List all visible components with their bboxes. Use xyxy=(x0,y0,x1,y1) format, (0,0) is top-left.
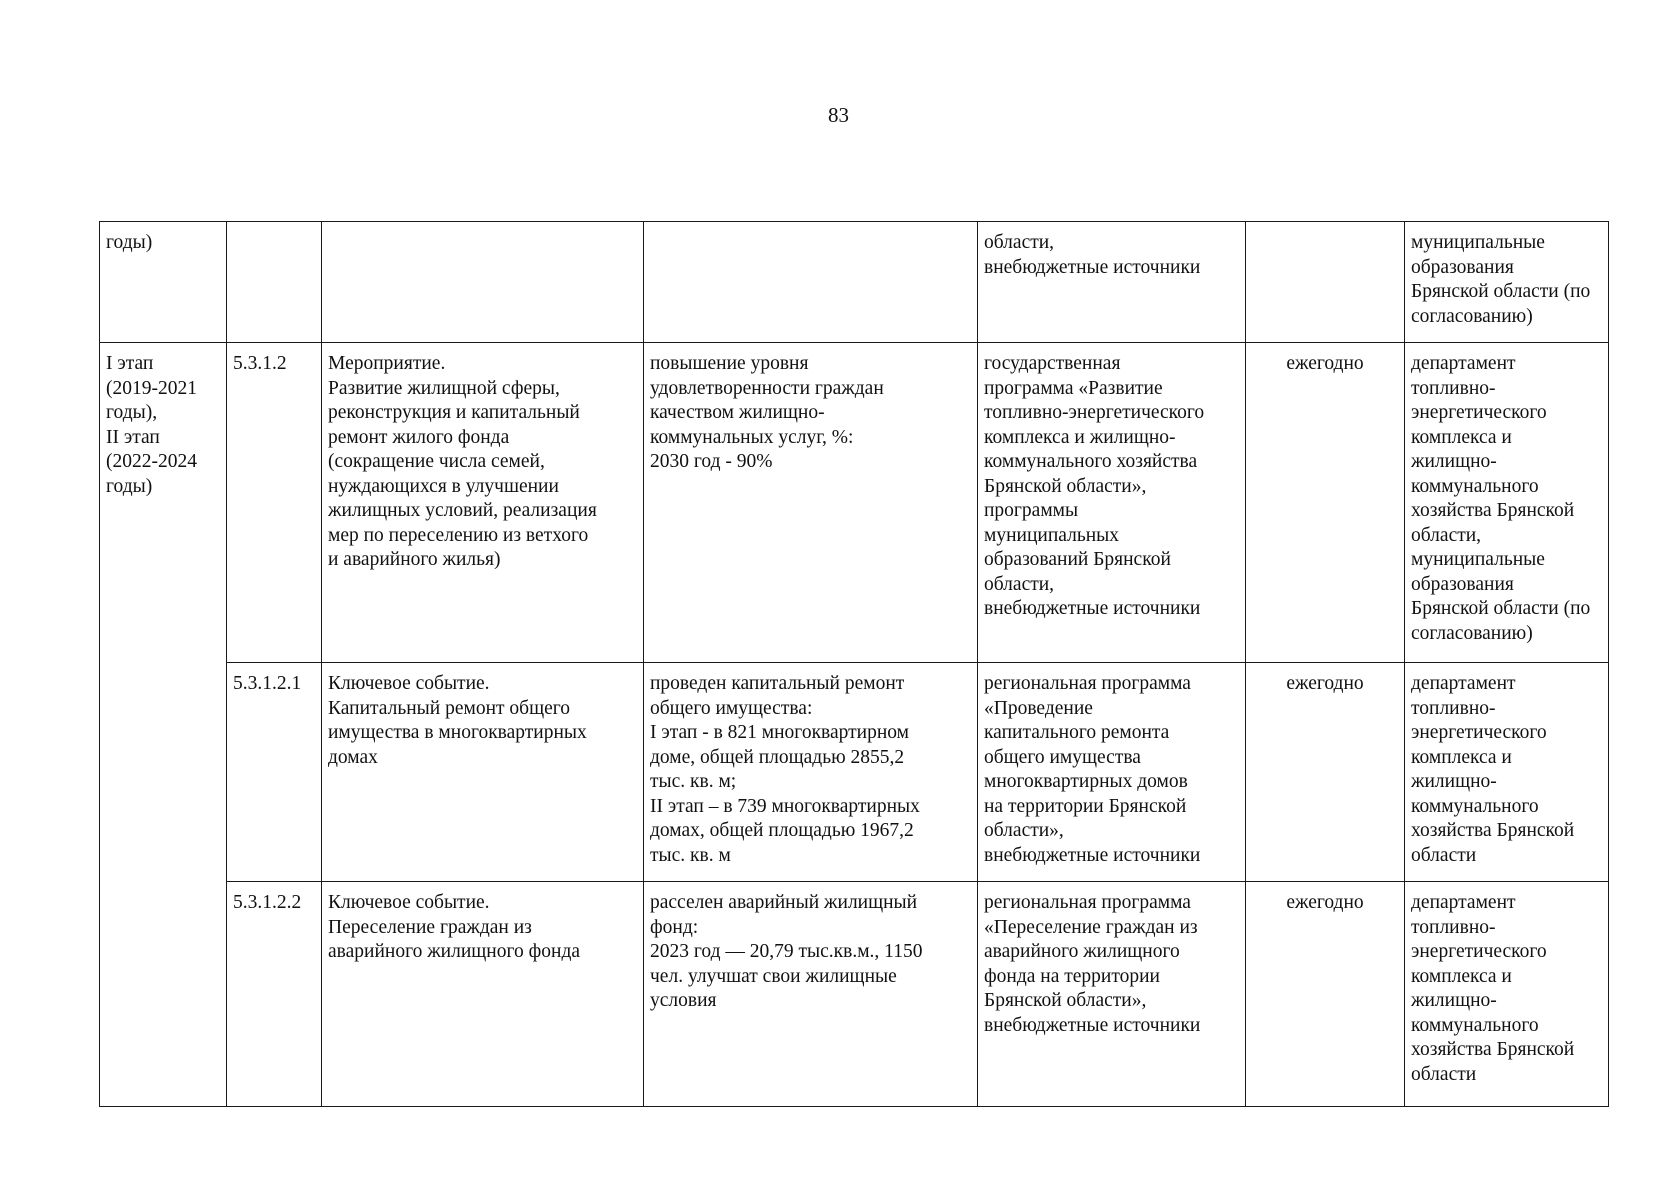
source-cell: региональная программа «Переселение граждан из аварийного жилищного фонда на территории Брянской области», внебюджетные источники xyxy=(978,882,1246,1107)
number-cell xyxy=(227,222,322,343)
deadline-cell: ежегодно xyxy=(1246,663,1405,882)
executor-cell: департамент топливно- энергетического комплекса и жилищно- коммунального хозяйства Брянской области xyxy=(1405,663,1609,882)
name-cell xyxy=(322,222,644,343)
result-cell xyxy=(644,222,978,343)
table-row-continuation xyxy=(100,222,1609,343)
result-cell: проведен капитальный ремонт общего имущества: I этап - в 821 многоквартирном доме, общей площадью 2855,2 тыс. кв. м; II этап – в 739 многоквартирных домах, общей площадью 1967,2 тыс. кв. м xyxy=(644,663,978,882)
name-cell: Ключевое событие. Переселение граждан из аварийного жилищного фонда xyxy=(322,882,644,1107)
executor-cell: департамент топливно- энергетического комплекса и жилищно- коммунального хозяйства Брянской области, муниципальные образования Брянской области (по согласованию) xyxy=(1405,343,1609,663)
number-cell: 5.3.1.2.2 xyxy=(227,882,322,1107)
source-cell: региональная программа «Проведение капитального ремонта общего имущества многоквартирных домов на территории Брянской области», внебюджетные источники xyxy=(978,663,1246,882)
name-cell: Ключевое событие. Капитальный ремонт общего имущества в многоквартирных домах xyxy=(322,663,644,882)
name-cell: Мероприятие. Развитие жилищной сферы, реконструкция и капитальный ремонт жилого фонда (сокращение числа семей, нуждающихся в улучшении жилищных условий, реализация мер по переселению из ветхого и аварийного жилья) xyxy=(322,343,644,663)
deadline-cell: ежегодно xyxy=(1246,343,1405,663)
deadline-cell xyxy=(1246,222,1405,343)
table-row xyxy=(100,343,1609,663)
stage-cell: I этап (2019-2021 годы), II этап (2022-2024 годы) xyxy=(100,343,227,1107)
table-row xyxy=(100,882,1609,1107)
deadline-cell: ежегодно xyxy=(1246,882,1405,1107)
source-cell: области, внебюджетные источники xyxy=(978,222,1246,343)
page-number: 83 xyxy=(828,103,849,127)
stage-cell: годы) xyxy=(100,222,227,343)
source-cell: государственная программа «Развитие топливно-энергетического комплекса и жилищно- коммунального хозяйства Брянской области», программы муниципальных образований Брянской области, внебюджетные источники xyxy=(978,343,1246,663)
number-cell: 5.3.1.2.1 xyxy=(227,663,322,882)
executor-cell: департамент топливно- энергетического комплекса и жилищно- коммунального хозяйства Брянской области xyxy=(1405,882,1609,1107)
program-activities-table xyxy=(99,221,1609,1107)
number-cell: 5.3.1.2 xyxy=(227,343,322,663)
table-row xyxy=(100,663,1609,882)
result-cell: расселен аварийный жилищный фонд: 2023 год — 20,79 тыс.кв.м., 1150 чел. улучшат свои жилищные условия xyxy=(644,882,978,1107)
result-cell: повышение уровня удовлетворенности граждан качеством жилищно- коммунальных услуг, %: 2030 год - 90% xyxy=(644,343,978,663)
executor-cell: муниципальные образования Брянской области (по согласованию) xyxy=(1405,222,1609,343)
